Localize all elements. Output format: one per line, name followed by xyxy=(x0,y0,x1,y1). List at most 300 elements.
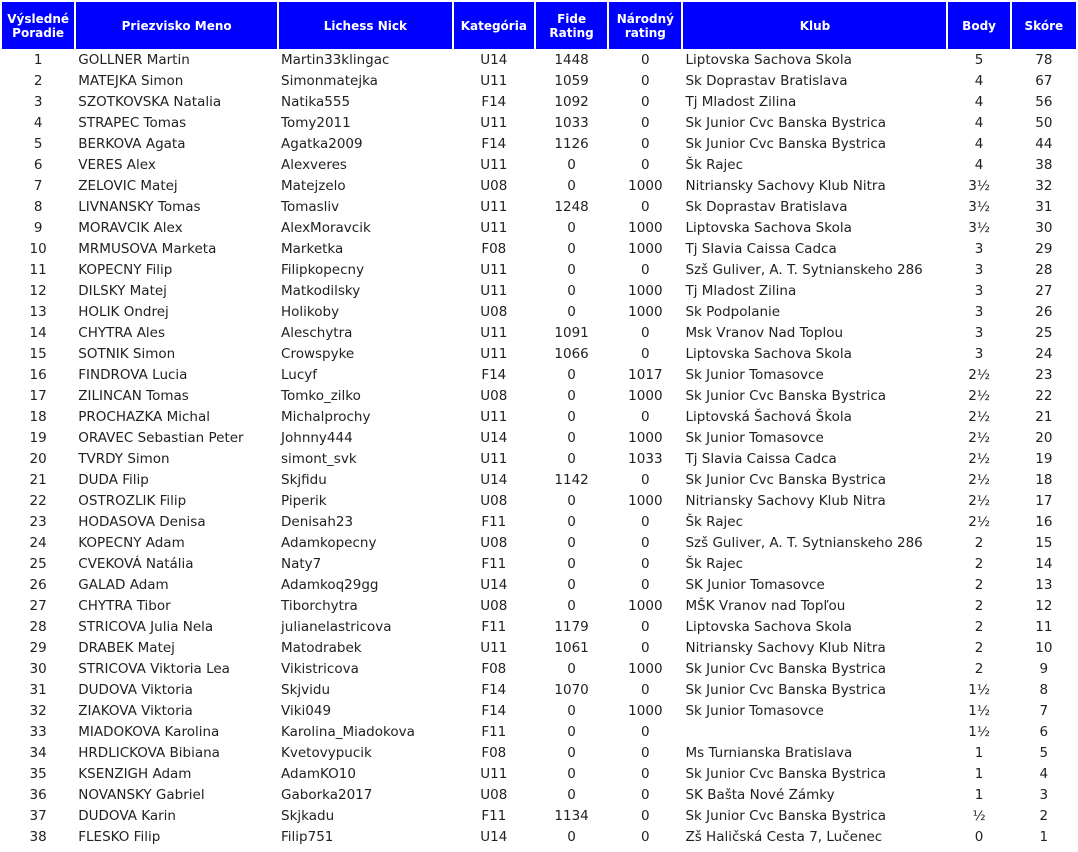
points-cell: 3 xyxy=(974,262,984,278)
nick-cell: Natika555 xyxy=(281,94,351,110)
name-cell: STRICOVA Viktoria Lea xyxy=(78,661,230,677)
fide-rating-cell: 1066 xyxy=(554,346,589,362)
fide-rating-cell: 0 xyxy=(567,430,576,446)
national-rating-cell: 0 xyxy=(641,724,650,740)
fide-rating-cell: 0 xyxy=(567,451,576,467)
name-cell: DUDA Filip xyxy=(78,472,149,488)
header-fide-rating: Fide Rating xyxy=(536,2,607,49)
nick-cell: Agatka2009 xyxy=(281,136,363,152)
points-cell: 2½ xyxy=(968,367,990,383)
nick-cell: Vikistricova xyxy=(281,661,359,677)
score-cell: 26 xyxy=(1035,304,1053,320)
fide-rating-cell: 0 xyxy=(567,220,576,236)
club-cell: Sk Junior Cvc Banska Bystrica xyxy=(685,682,887,698)
table-row xyxy=(2,156,1076,175)
nick-cell: Piperik xyxy=(281,493,327,509)
points-cell: 2½ xyxy=(968,430,990,446)
name-cell: KSENZIGH Adam xyxy=(78,766,192,782)
category-cell: U11 xyxy=(480,199,508,215)
rank-cell: 24 xyxy=(29,535,47,551)
club-cell: Sk Junior Cvc Banska Bystrica xyxy=(685,808,887,824)
points-cell: 2½ xyxy=(968,451,990,467)
nick-cell: Karolina_Miadokova xyxy=(281,724,415,740)
national-rating-cell: 0 xyxy=(641,73,650,89)
club-cell: Sk Doprastav Bratislava xyxy=(685,73,848,89)
nick-cell: Holikoby xyxy=(281,304,340,320)
score-cell: 19 xyxy=(1035,451,1053,467)
nick-cell: Tomasliv xyxy=(281,199,340,215)
club-cell xyxy=(683,723,946,742)
fide-rating-cell: 0 xyxy=(567,409,576,425)
points-cell: 2 xyxy=(974,640,984,656)
category-cell: U11 xyxy=(480,346,508,362)
nick-cell: Crowspyke xyxy=(281,346,355,362)
fide-rating-cell: 1248 xyxy=(554,199,589,215)
category-cell: F08 xyxy=(481,241,507,257)
table-row xyxy=(2,282,1076,301)
fide-rating-cell: 0 xyxy=(567,283,576,299)
category-cell: F14 xyxy=(481,367,507,383)
category-cell: F11 xyxy=(481,514,507,530)
nick-cell: Lucyf xyxy=(281,367,318,383)
national-rating-cell: 1033 xyxy=(628,451,663,467)
table-body xyxy=(2,51,1076,847)
points-cell: 2 xyxy=(974,598,984,614)
category-cell: F14 xyxy=(481,136,507,152)
nick-cell: Adamkoq29gg xyxy=(281,577,379,593)
header-club: Klub xyxy=(683,2,946,49)
club-cell: Nitriansky Sachovy Klub Nitra xyxy=(685,178,886,194)
table-row xyxy=(2,219,1076,238)
score-cell: 44 xyxy=(1035,136,1053,152)
name-cell: PROCHAZKA Michal xyxy=(78,409,211,425)
table-row xyxy=(2,807,1076,826)
table-row xyxy=(2,492,1076,511)
table-row xyxy=(2,324,1076,343)
category-cell: U08 xyxy=(480,598,508,614)
name-cell: STRAPEC Tomas xyxy=(78,115,187,131)
category-cell: F11 xyxy=(481,556,507,572)
club-cell: MŠK Vranov nad Topľou xyxy=(685,598,846,614)
score-cell: 38 xyxy=(1035,157,1053,173)
national-rating-cell: 0 xyxy=(641,766,650,782)
national-rating-cell: 0 xyxy=(641,94,650,110)
name-cell: ZILINCAN Tomas xyxy=(78,388,189,404)
club-cell: Sk Doprastav Bratislava xyxy=(685,199,848,215)
nick-cell: Martin33klingac xyxy=(281,52,390,68)
rank-cell: 4 xyxy=(33,115,43,131)
points-cell: 2½ xyxy=(968,409,990,425)
national-rating-cell: 0 xyxy=(641,157,650,173)
national-rating-cell: 0 xyxy=(641,52,650,68)
rank-cell: 26 xyxy=(29,577,47,593)
national-rating-cell: 0 xyxy=(641,556,650,572)
points-cell: 1½ xyxy=(968,703,990,719)
category-cell: U11 xyxy=(480,451,508,467)
category-cell: U14 xyxy=(480,577,508,593)
nick-cell: Tomy2011 xyxy=(281,115,351,131)
national-rating-cell: 0 xyxy=(641,409,650,425)
points-cell: 3 xyxy=(974,241,984,257)
rank-cell: 18 xyxy=(29,409,47,425)
rank-cell: 38 xyxy=(29,829,47,845)
national-rating-cell: 0 xyxy=(641,325,650,341)
score-cell: 56 xyxy=(1035,94,1053,110)
points-cell: 3 xyxy=(974,346,984,362)
rank-cell: 19 xyxy=(29,430,47,446)
points-cell: 5 xyxy=(974,52,984,68)
national-rating-cell: 0 xyxy=(641,577,650,593)
points-cell: 3½ xyxy=(968,178,990,194)
table-row xyxy=(2,429,1076,448)
rank-cell: 11 xyxy=(29,262,47,278)
category-cell: F14 xyxy=(481,703,507,719)
fide-rating-cell: 1070 xyxy=(554,682,589,698)
fide-rating-cell: 1059 xyxy=(554,73,589,89)
national-rating-cell: 0 xyxy=(641,682,650,698)
score-cell: 4 xyxy=(1039,766,1049,782)
category-cell: F11 xyxy=(481,724,507,740)
score-cell: 3 xyxy=(1039,787,1049,803)
table-row xyxy=(2,471,1076,490)
nick-cell: Filip751 xyxy=(281,829,334,845)
table-row xyxy=(2,72,1076,91)
fide-rating-cell: 0 xyxy=(567,157,576,173)
table-row xyxy=(2,135,1076,154)
score-cell: 18 xyxy=(1035,472,1053,488)
nick-cell: Kvetovypucik xyxy=(281,745,372,761)
rank-cell: 8 xyxy=(33,199,43,215)
table-row xyxy=(2,303,1076,322)
points-cell: 2 xyxy=(974,577,984,593)
table-row xyxy=(2,723,1076,742)
name-cell: CHYTRA Ales xyxy=(78,325,166,341)
fide-rating-cell: 1142 xyxy=(554,472,589,488)
nick-cell: julianelastricova xyxy=(281,619,392,635)
points-cell: 4 xyxy=(974,157,984,173)
national-rating-cell: 0 xyxy=(641,514,650,530)
category-cell: F08 xyxy=(481,745,507,761)
rank-cell: 3 xyxy=(33,94,43,110)
national-rating-cell: 1000 xyxy=(628,703,663,719)
header-rank: Výsledné Poradie xyxy=(2,2,74,49)
national-rating-cell: 0 xyxy=(641,115,650,131)
nick-cell: Matejzelo xyxy=(281,178,346,194)
name-cell: SZOTKOVSKA Natalia xyxy=(78,94,222,110)
club-cell: Tj Mladost Zilina xyxy=(685,283,797,299)
club-cell: Liptovska Sachova Skola xyxy=(685,52,852,68)
national-rating-cell: 1000 xyxy=(628,493,663,509)
score-cell: 31 xyxy=(1035,199,1053,215)
score-cell: 27 xyxy=(1035,283,1053,299)
nick-cell: Matodrabek xyxy=(281,640,362,656)
rank-cell: 9 xyxy=(33,220,43,236)
score-cell: 32 xyxy=(1035,178,1053,194)
score-cell: 11 xyxy=(1035,619,1053,635)
category-cell: U08 xyxy=(480,304,508,320)
category-cell: U11 xyxy=(480,115,508,131)
points-cell: 3½ xyxy=(968,220,990,236)
table-row xyxy=(2,660,1076,679)
club-cell: Sk Junior Cvc Banska Bystrica xyxy=(685,136,887,152)
national-rating-cell: 0 xyxy=(641,346,650,362)
header-row xyxy=(2,2,1076,49)
fide-rating-cell: 0 xyxy=(567,388,576,404)
rank-cell: 2 xyxy=(33,73,43,89)
category-cell: U14 xyxy=(480,430,508,446)
fide-rating-cell: 0 xyxy=(567,556,576,572)
club-cell: Šk Rajec xyxy=(685,514,743,530)
fide-rating-cell: 0 xyxy=(567,661,576,677)
rank-cell: 17 xyxy=(29,388,47,404)
points-cell: 1 xyxy=(974,787,984,803)
score-cell: 13 xyxy=(1035,577,1053,593)
category-cell: F11 xyxy=(481,619,507,635)
score-cell: 2 xyxy=(1039,808,1049,824)
nick-cell: Aleschytra xyxy=(281,325,353,341)
club-cell: SK Bašta Nové Zámky xyxy=(685,787,835,803)
score-cell: 50 xyxy=(1035,115,1053,131)
national-rating-cell: 0 xyxy=(641,262,650,278)
category-cell: U11 xyxy=(480,283,508,299)
name-cell: MATEJKA Simon xyxy=(78,73,184,89)
fide-rating-cell: 1091 xyxy=(554,325,589,341)
points-cell: 4 xyxy=(974,73,984,89)
national-rating-cell: 1000 xyxy=(628,283,663,299)
points-cell: 2½ xyxy=(968,472,990,488)
header-national-rating: Národný rating xyxy=(609,2,681,49)
category-cell: F14 xyxy=(481,682,507,698)
header-category: Kategória xyxy=(454,2,534,49)
national-rating-cell: 0 xyxy=(641,472,650,488)
fide-rating-cell: 0 xyxy=(567,493,576,509)
rank-cell: 14 xyxy=(29,325,47,341)
nick-cell: Skjvidu xyxy=(281,682,331,698)
table-row xyxy=(2,639,1076,658)
name-cell: TVRDY Simon xyxy=(78,451,170,467)
table-row xyxy=(2,681,1076,700)
table-row xyxy=(2,744,1076,763)
nick-cell: Viki049 xyxy=(281,703,332,719)
points-cell: 2½ xyxy=(968,388,990,404)
name-cell: DUDOVA Viktoria xyxy=(78,682,193,698)
club-cell: Zš Haličská Cesta 7, Lučenec xyxy=(685,829,883,845)
points-cell: 2 xyxy=(974,556,984,572)
points-cell: 4 xyxy=(974,94,984,110)
fide-rating-cell: 0 xyxy=(567,829,576,845)
club-cell: Sk Junior Tomasovce xyxy=(685,430,824,446)
national-rating-cell: 1000 xyxy=(628,241,663,257)
club-cell: Šk Rajec xyxy=(685,157,743,173)
nick-cell: simont_svk xyxy=(281,451,357,467)
points-cell: 2 xyxy=(974,661,984,677)
points-cell: 1 xyxy=(974,745,984,761)
national-rating-cell: 1000 xyxy=(628,661,663,677)
fide-rating-cell: 0 xyxy=(567,262,576,278)
national-rating-cell: 1000 xyxy=(628,178,663,194)
club-cell: Sk Junior Cvc Banska Bystrica xyxy=(685,115,887,131)
rank-cell: 28 xyxy=(29,619,47,635)
score-cell: 9 xyxy=(1039,661,1049,677)
rank-cell: 1 xyxy=(33,52,43,68)
category-cell: U11 xyxy=(480,157,508,173)
score-cell: 28 xyxy=(1035,262,1053,278)
category-cell: U14 xyxy=(480,829,508,845)
header-lichess-nick: Lichess Nick xyxy=(279,2,452,49)
nick-cell: AdamKO10 xyxy=(281,766,356,782)
name-cell: ZELOVIC Matej xyxy=(78,178,178,194)
fide-rating-cell: 0 xyxy=(567,787,576,803)
rank-cell: 25 xyxy=(29,556,47,572)
club-cell: Tj Mladost Zilina xyxy=(685,94,797,110)
rank-cell: 31 xyxy=(29,682,47,698)
name-cell: DUDOVA Karin xyxy=(78,808,176,824)
table-row xyxy=(2,576,1076,595)
points-cell: 1 xyxy=(974,766,984,782)
table-row xyxy=(2,261,1076,280)
points-cell: 2½ xyxy=(968,514,990,530)
national-rating-cell: 1000 xyxy=(628,430,663,446)
rank-cell: 7 xyxy=(33,178,43,194)
table-row xyxy=(2,534,1076,553)
category-cell: U08 xyxy=(480,388,508,404)
table-row xyxy=(2,765,1076,784)
name-cell: ORAVEC Sebastian Peter xyxy=(78,430,244,446)
nick-cell: Skjkadu xyxy=(281,808,335,824)
rank-cell: 20 xyxy=(29,451,47,467)
fide-rating-cell: 0 xyxy=(567,724,576,740)
name-cell: VERES Alex xyxy=(78,157,156,173)
nick-cell: Simonmatejka xyxy=(281,73,378,89)
score-cell: 17 xyxy=(1035,493,1053,509)
points-cell: 3 xyxy=(974,325,984,341)
category-cell: F11 xyxy=(481,808,507,824)
score-cell: 8 xyxy=(1039,682,1049,698)
score-cell: 67 xyxy=(1035,73,1053,89)
name-cell: CHYTRA Tibor xyxy=(78,598,171,614)
national-rating-cell: 1017 xyxy=(628,367,663,383)
club-cell: Sk Junior Cvc Banska Bystrica xyxy=(685,388,887,404)
national-rating-cell: 0 xyxy=(641,535,650,551)
club-cell: Šk Rajec xyxy=(685,556,743,572)
name-cell: MRMUSOVA Marketa xyxy=(78,241,217,257)
score-cell: 78 xyxy=(1035,52,1053,68)
name-cell: KOPECNY Filip xyxy=(78,262,173,278)
name-cell: FLESKO Filip xyxy=(78,829,161,845)
nick-cell: Tiborchytra xyxy=(281,598,358,614)
name-cell: HOLIK Ondrej xyxy=(78,304,169,320)
national-rating-cell: 0 xyxy=(641,808,650,824)
points-cell: 2 xyxy=(974,619,984,635)
club-cell: Nitriansky Sachovy Klub Nitra xyxy=(685,640,886,656)
category-cell: U11 xyxy=(480,325,508,341)
national-rating-cell: 0 xyxy=(641,199,650,215)
table-row xyxy=(2,828,1076,847)
score-cell: 10 xyxy=(1035,640,1053,656)
club-cell: Nitriansky Sachovy Klub Nitra xyxy=(685,493,886,509)
fide-rating-cell: 1033 xyxy=(554,115,589,131)
name-cell: SOTNIK Simon xyxy=(78,346,176,362)
table-row xyxy=(2,51,1076,70)
category-cell: U08 xyxy=(480,535,508,551)
table-row xyxy=(2,597,1076,616)
fide-rating-cell: 0 xyxy=(567,598,576,614)
club-cell: Liptovska Sachova Skola xyxy=(685,619,852,635)
rank-cell: 13 xyxy=(29,304,47,320)
name-cell: MORAVCIK Alex xyxy=(78,220,183,236)
table-row xyxy=(2,93,1076,112)
fide-rating-cell: 1092 xyxy=(554,94,589,110)
score-cell: 24 xyxy=(1035,346,1053,362)
fide-rating-cell: 0 xyxy=(567,745,576,761)
points-cell: 0 xyxy=(974,829,984,845)
name-cell: BERKOVA Agata xyxy=(78,136,186,152)
category-cell: U08 xyxy=(480,787,508,803)
score-cell: 14 xyxy=(1035,556,1053,572)
points-cell: 1½ xyxy=(968,724,990,740)
category-cell: U11 xyxy=(480,766,508,782)
rank-cell: 22 xyxy=(29,493,47,509)
nick-cell: Michalprochy xyxy=(281,409,371,425)
rank-cell: 30 xyxy=(29,661,47,677)
club-cell: Liptovská Šachová Škola xyxy=(685,409,852,425)
fide-rating-cell: 1126 xyxy=(554,136,589,152)
nick-cell: Matkodilsky xyxy=(281,283,361,299)
category-cell: U11 xyxy=(480,220,508,236)
category-cell: U11 xyxy=(480,640,508,656)
rank-cell: 36 xyxy=(29,787,47,803)
rank-cell: 10 xyxy=(29,241,47,257)
score-cell: 12 xyxy=(1035,598,1053,614)
table-row xyxy=(2,450,1076,469)
national-rating-cell: 0 xyxy=(641,787,650,803)
national-rating-cell: 1000 xyxy=(628,598,663,614)
club-cell: Szš Guliver, A. T. Sytnianskeho 286 xyxy=(685,535,923,551)
club-cell: Sk Junior Cvc Banska Bystrica xyxy=(685,766,887,782)
table-row xyxy=(2,345,1076,364)
score-cell: 21 xyxy=(1035,409,1053,425)
nick-cell: Denisah23 xyxy=(281,514,354,530)
club-cell: Sk Junior Tomasovce xyxy=(685,367,824,383)
score-cell: 20 xyxy=(1035,430,1053,446)
national-rating-cell: 1000 xyxy=(628,388,663,404)
national-rating-cell: 0 xyxy=(641,745,650,761)
name-cell: DRABEK Matej xyxy=(78,640,175,656)
name-cell: GOLLNER Martin xyxy=(78,52,190,68)
rank-cell: 35 xyxy=(29,766,47,782)
fide-rating-cell: 0 xyxy=(567,178,576,194)
fide-rating-cell: 0 xyxy=(567,766,576,782)
name-cell: LIVNANSKY Tomas xyxy=(78,199,201,215)
nick-cell: AlexMoravcik xyxy=(281,220,371,236)
category-cell: U14 xyxy=(480,52,508,68)
club-cell: Sk Podpolanie xyxy=(685,304,781,320)
header-points: Body xyxy=(948,2,1009,49)
points-cell: 3½ xyxy=(968,199,990,215)
points-cell: ½ xyxy=(972,808,986,824)
score-cell: 22 xyxy=(1035,388,1053,404)
national-rating-cell: 0 xyxy=(641,829,650,845)
name-cell: GALAD Adam xyxy=(78,577,169,593)
category-cell: U11 xyxy=(480,262,508,278)
name-cell: KOPECNY Adam xyxy=(78,535,185,551)
fide-rating-cell: 0 xyxy=(567,367,576,383)
nick-cell: Johnny444 xyxy=(281,430,353,446)
points-cell: 3 xyxy=(974,304,984,320)
name-cell: DILSKY Matej xyxy=(78,283,167,299)
fide-rating-cell: 1179 xyxy=(554,619,589,635)
score-cell: 6 xyxy=(1039,724,1049,740)
